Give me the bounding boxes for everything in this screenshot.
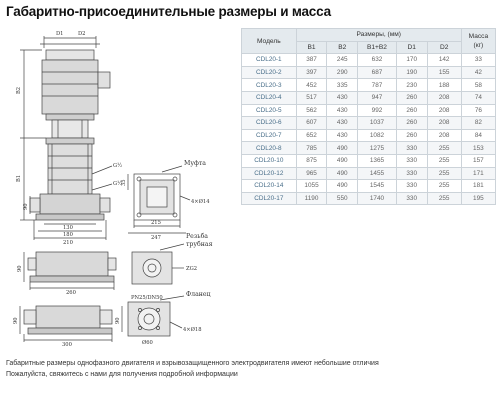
- cell-mass: 157: [461, 154, 495, 167]
- cell-model: CDL20-3: [242, 79, 297, 92]
- cell-model: CDL20-17: [242, 192, 297, 205]
- cell-sum: 992: [358, 104, 397, 117]
- dim-210: 210: [63, 240, 73, 246]
- dim-d1: D1: [56, 31, 64, 37]
- cell-b2: 430: [327, 104, 358, 117]
- cell-mass: 181: [461, 180, 495, 193]
- cell-b2: 550: [327, 192, 358, 205]
- cell-d1: 260: [396, 117, 427, 130]
- dim-g1: G½: [113, 163, 123, 169]
- cell-b2: 335: [327, 79, 358, 92]
- drawing-svg: [0, 24, 236, 354]
- table-row: [242, 142, 496, 155]
- cell-model: CDL20-4: [242, 91, 297, 104]
- cell-d1: 260: [396, 104, 427, 117]
- cell-sum: 1082: [358, 129, 397, 142]
- footnote-contact: Пожалуйста, свяжитесь с нами для получения подробной информации: [6, 370, 238, 378]
- cell-d1: 330: [396, 180, 427, 193]
- table-row: [242, 104, 496, 117]
- table-row: [242, 180, 496, 193]
- dim-4xd18: 4×Ø18: [183, 327, 202, 333]
- header-mass: [461, 29, 495, 54]
- dim-90-flange: 90: [13, 317, 19, 324]
- cell-b2: 490: [327, 154, 358, 167]
- cell-b2: 430: [327, 129, 358, 142]
- table-row: [242, 154, 496, 167]
- callout-mufta: Муфта: [184, 160, 206, 167]
- cell-b2: 245: [327, 54, 358, 67]
- cell-d2: 255: [427, 180, 461, 193]
- cell-b1: 785: [296, 142, 327, 155]
- cell-b1: 1055: [296, 180, 327, 193]
- cell-sum: 632: [358, 54, 397, 67]
- cell-mass: 58: [461, 79, 495, 92]
- table-row: [242, 54, 496, 67]
- cell-b1: 517: [296, 91, 327, 104]
- callout-rezba-line2: трубная: [186, 241, 213, 248]
- table-row: [242, 167, 496, 180]
- cell-mass: 33: [461, 54, 495, 67]
- cell-sum: 947: [358, 91, 397, 104]
- cell-d1: 230: [396, 79, 427, 92]
- dim-35: 35: [121, 179, 127, 186]
- header-d2: D2: [427, 41, 461, 54]
- dim-260: 260: [66, 290, 76, 296]
- dim-130: 130: [63, 225, 73, 231]
- cell-b1: 397: [296, 66, 327, 79]
- dim-247: 247: [151, 235, 161, 241]
- cell-d2: 255: [427, 142, 461, 155]
- cell-d2: 255: [427, 154, 461, 167]
- dim-d2: D2: [78, 31, 86, 37]
- header-d1: D1: [396, 41, 427, 54]
- cell-d2: 208: [427, 91, 461, 104]
- dim-215: 215: [151, 220, 161, 226]
- cell-d1: 330: [396, 142, 427, 155]
- dim-b2: B2: [16, 86, 22, 94]
- header-mass-line2: (кг): [473, 42, 484, 50]
- dim-phi60: Ø60: [142, 340, 153, 346]
- cell-b1: 562: [296, 104, 327, 117]
- header-b1-b2: B1+B2: [358, 41, 397, 54]
- table-row: [242, 129, 496, 142]
- cell-model: CDL20-7: [242, 129, 297, 142]
- cell-mass: 171: [461, 167, 495, 180]
- table-row: [242, 91, 496, 104]
- cell-mass: 153: [461, 142, 495, 155]
- cell-mass: 82: [461, 117, 495, 130]
- table-header-row: [242, 29, 496, 42]
- cell-d1: 170: [396, 54, 427, 67]
- page-title: Габаритно-присоединительные размеры и масса: [6, 4, 331, 19]
- dim-g2: G½: [113, 181, 123, 187]
- dim-300: 300: [62, 342, 72, 348]
- cell-mass: 42: [461, 66, 495, 79]
- cell-b2: 290: [327, 66, 358, 79]
- dim-pn-dn: PN25/DN50: [131, 295, 163, 301]
- cell-d2: 142: [427, 54, 461, 67]
- cell-d2: 208: [427, 129, 461, 142]
- cell-b1: 1190: [296, 192, 327, 205]
- cell-sum: 687: [358, 66, 397, 79]
- header-b1: B1: [296, 41, 327, 54]
- dim-180: 180: [63, 232, 73, 238]
- callout-rezba-line1: Резьба: [186, 233, 208, 240]
- cell-mass: 74: [461, 91, 495, 104]
- table-row: [242, 79, 496, 92]
- cell-model: CDL20-1: [242, 54, 297, 67]
- dim-zg2: ZG2: [186, 266, 198, 272]
- cell-d1: 330: [396, 167, 427, 180]
- table-body: [242, 54, 496, 205]
- dim-90-main: 90: [23, 203, 29, 210]
- cell-b2: 490: [327, 142, 358, 155]
- dim-4xd14: 4×Ø14: [191, 199, 210, 205]
- cell-d1: 190: [396, 66, 427, 79]
- cell-model: CDL20-12: [242, 167, 297, 180]
- header-dimensions: Размеры, (мм): [296, 29, 461, 42]
- header-mass-line1: Масса: [468, 33, 489, 41]
- cell-d2: 255: [427, 192, 461, 205]
- cell-b2: 430: [327, 91, 358, 104]
- table-row: [242, 192, 496, 205]
- cell-model: CDL20-6: [242, 117, 297, 130]
- cell-d2: 255: [427, 167, 461, 180]
- header-b2: B2: [327, 41, 358, 54]
- cell-b1: 452: [296, 79, 327, 92]
- cell-mass: 84: [461, 129, 495, 142]
- cell-sum: 1455: [358, 167, 397, 180]
- cell-sum: 1037: [358, 117, 397, 130]
- cell-b2: 490: [327, 167, 358, 180]
- callout-flanec: Фланец: [186, 291, 211, 298]
- cell-b2: 430: [327, 117, 358, 130]
- cell-b2: 490: [327, 180, 358, 193]
- dim-b1: B1: [16, 174, 22, 182]
- cell-model: CDL20-2: [242, 66, 297, 79]
- cell-b1: 652: [296, 129, 327, 142]
- cell-mass: 76: [461, 104, 495, 117]
- cell-model: CDL20-5: [242, 104, 297, 117]
- cell-model: CDL20-10: [242, 154, 297, 167]
- cell-sum: 1740: [358, 192, 397, 205]
- cell-d2: 208: [427, 117, 461, 130]
- footnotes: [6, 359, 379, 380]
- cell-mass: 195: [461, 192, 495, 205]
- cell-d1: 260: [396, 129, 427, 142]
- table-row: [242, 117, 496, 130]
- cell-d2: 208: [427, 104, 461, 117]
- cell-b1: 607: [296, 117, 327, 130]
- dimensions-mass-table: [241, 28, 496, 205]
- cell-d2: 188: [427, 79, 461, 92]
- cell-sum: 787: [358, 79, 397, 92]
- cell-d1: 330: [396, 192, 427, 205]
- cell-model: CDL20-14: [242, 180, 297, 193]
- pump-dimension-drawing: [0, 24, 236, 354]
- cell-d1: 330: [396, 154, 427, 167]
- cell-b1: 875: [296, 154, 327, 167]
- cell-b1: 965: [296, 167, 327, 180]
- table-row: [242, 66, 496, 79]
- cell-sum: 1365: [358, 154, 397, 167]
- dim-90-thread: 90: [17, 265, 23, 272]
- footnote-differences: Габаритные размеры однофазного двигателя и взрывозащищенного электродвигателя имеют небольшие отличия: [6, 360, 379, 367]
- cell-b1: 387: [296, 54, 327, 67]
- cell-model: CDL20-8: [242, 142, 297, 155]
- cell-sum: 1545: [358, 180, 397, 193]
- dim-90-flange-plan: 90: [115, 317, 121, 324]
- cell-sum: 1275: [358, 142, 397, 155]
- cell-d2: 155: [427, 66, 461, 79]
- header-model: Модель: [242, 29, 297, 54]
- cell-d1: 260: [396, 91, 427, 104]
